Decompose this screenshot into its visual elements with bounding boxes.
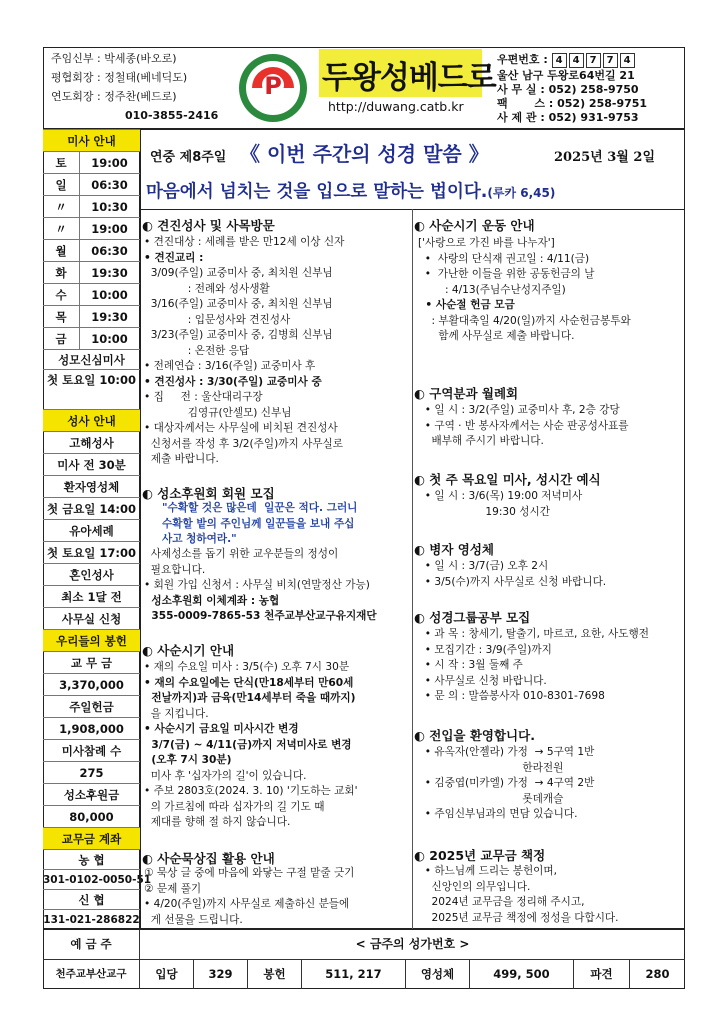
text-line: • 주임신부님과의 면담 있습니다. bbox=[418, 808, 578, 820]
mass-day: 〃 bbox=[43, 218, 80, 239]
verse-reference: (루카 6,45) bbox=[487, 186, 556, 200]
text-line: • 사무실로 신청 바랍니다. bbox=[418, 674, 547, 687]
vocation-donation-amount: 80,000 bbox=[43, 805, 140, 827]
text-line: • 김중엽(미카엘) 가정 → 4구역 2반 bbox=[418, 777, 595, 789]
text-line: • 과 목 : 창세기, 탈출기, 마르코, 요한, 사도행전 bbox=[418, 628, 649, 640]
communion-hymn-label: 영성체 bbox=[406, 959, 470, 989]
account-number: 301-0102-0050-51 bbox=[43, 869, 140, 889]
vocation-quote bbox=[162, 501, 357, 548]
mass-time-row bbox=[43, 151, 140, 173]
council-chair-info: 평협회장 : 정철태(베네딕도) bbox=[51, 71, 188, 84]
first-thursday-section bbox=[418, 489, 582, 520]
contact-phone: 010-3855-2416 bbox=[125, 109, 219, 122]
text-line: • 모집기간 : 3/9(주일)까지 bbox=[418, 643, 552, 656]
parish-logo-icon bbox=[232, 50, 314, 126]
postal-digit: 4 bbox=[552, 53, 567, 68]
marian-mass-time: 첫 토요일 10:00 bbox=[43, 369, 140, 389]
mass-day: 금 bbox=[43, 328, 80, 349]
scripture-banner: 《 이번 주간의 성경 말씀 》 bbox=[240, 142, 489, 166]
mass-day: 화 bbox=[43, 262, 80, 283]
text-line: 전날까지)과 금육(만14세부터 죽을 때까지) bbox=[144, 692, 356, 704]
vocation-section bbox=[144, 547, 377, 625]
mass-time: 06:30 bbox=[91, 178, 128, 192]
mass-time-row bbox=[43, 195, 140, 217]
meditation-section bbox=[144, 866, 354, 928]
text-line: • 사랑의 단식재 권고일 : 4/11(금) bbox=[418, 252, 590, 265]
text-line: : 전례와 성사생활 bbox=[144, 282, 270, 295]
text-line: 3/23(주일) 교중미사 중, 김병희 신부님 bbox=[144, 329, 333, 341]
bulletin-date: 2025년 3월 2일 bbox=[554, 150, 655, 165]
text-line: • 가난한 이들을 위한 공동헌금의 날 bbox=[418, 268, 595, 280]
postal-digit: 4 bbox=[620, 53, 635, 68]
text-line: 미사 후 '십자가의 길'이 있습니다. bbox=[144, 769, 307, 782]
section-title: ◐ 사순시기 안내 bbox=[142, 643, 235, 658]
text-line: • 사순시기 금요일 미사시간 변경 bbox=[144, 723, 299, 735]
text-line: • 재의 수요일 미사 : 3/5(수) 오후 7시 30분 bbox=[144, 661, 350, 673]
svg-text:P: P bbox=[264, 72, 282, 100]
postal-digit: 7 bbox=[603, 53, 618, 68]
mass-time: 06:30 bbox=[91, 244, 128, 258]
text-line: 배부해 주시기 바랍니다. bbox=[418, 435, 544, 447]
mass-time-row bbox=[43, 305, 140, 327]
elder-info: 연도회장 : 정주찬(베드로) bbox=[51, 90, 177, 103]
text-line: 수확할 밭의 주인님께 일꾼들을 보내 주십 bbox=[162, 517, 355, 530]
section-title: ◐ 구역분과 월례회 bbox=[414, 386, 519, 401]
text-line: • 전례연습 : 3/16(주일) 교중미사 후 bbox=[144, 360, 316, 372]
rectory-phone: 사 제 관 : 052) 931-9753 bbox=[497, 111, 639, 124]
mass-time-row bbox=[43, 327, 140, 349]
mass-day: 일 bbox=[43, 174, 80, 195]
postal-label: 우편번호 : bbox=[497, 53, 548, 66]
text-line: 한라전원 bbox=[418, 761, 564, 774]
account-heading: 교무금 계좌 bbox=[43, 827, 140, 849]
dues-section bbox=[418, 864, 619, 926]
marriage-apply: 사무실 신청 bbox=[43, 607, 140, 629]
text-line: 제대를 향해 절 하지 않습니다. bbox=[144, 816, 291, 828]
section-title: ◐ 성소후원회 회원 모집 bbox=[142, 486, 275, 501]
offertory-hymn-number: 511, 217 bbox=[302, 959, 406, 989]
text-line: 롯데캐슬 bbox=[418, 792, 564, 805]
bank-name: 신 협 bbox=[43, 889, 140, 909]
section-title: ◐ 전입을 환영합니다. bbox=[414, 728, 535, 743]
section-title: ◐ 사순시기 운동 안내 bbox=[414, 218, 535, 233]
sunday-offering-amount: 1,908,000 bbox=[43, 717, 140, 739]
text-line: • 견진교리 : bbox=[144, 251, 204, 264]
text-line: 2024년 교무금을 정리해 주시고, bbox=[418, 896, 585, 908]
text-line: • 회원 가입 신청서 : 사무실 비치(연말정산 가능) bbox=[144, 579, 370, 591]
mass-time: 10:30 bbox=[91, 200, 128, 214]
text-line: 355-0009-7865-53 천주교부산교구유지재단 bbox=[144, 610, 377, 622]
office-phone: 사 무 실 : 052) 258-9750 bbox=[497, 83, 639, 96]
mass-day: 수 bbox=[43, 284, 80, 305]
text-line: • 4/20(주일)까지 사무실로 제출하신 분들에 bbox=[144, 898, 350, 910]
lent-section bbox=[144, 660, 358, 831]
text-line: ① 묵상 글 중에 마음에 와닿는 구절 맡줄 긋기 bbox=[144, 867, 355, 879]
text-line: 김영규(안셀모) 신부님 bbox=[144, 406, 292, 419]
text-line: 3/7(금) ~ 4/11(금)까지 저녁미사로 변경 bbox=[144, 738, 352, 751]
mass-time-row bbox=[43, 283, 140, 305]
column-divider bbox=[412, 209, 413, 929]
mass-time: 10:00 bbox=[91, 332, 128, 346]
obligatory-amount: 3,370,000 bbox=[43, 673, 140, 695]
communion-hymn-number: 499, 500 bbox=[470, 959, 574, 989]
mass-time: 19:30 bbox=[91, 310, 128, 324]
section-title: ◐ 첫 주 목요일 미사, 성시간 예식 bbox=[414, 472, 601, 487]
sick-communion-label: 환자영성체 bbox=[43, 475, 140, 497]
section-title: ◐ 사순묵상집 활용 안내 bbox=[142, 851, 275, 866]
bible-study-section bbox=[418, 627, 649, 705]
entrance-hymn-number: 329 bbox=[194, 959, 248, 989]
text-line: : 4/13(주님수난성지주일) bbox=[418, 283, 566, 296]
depositor-name: 천주교부산교구 bbox=[43, 959, 140, 989]
text-line: • 주보 2803호(2024. 3. 10) '기도하는 교회' bbox=[144, 785, 358, 797]
section-title: ◐ 성경그룹공부 모집 bbox=[414, 610, 531, 625]
confession-time: 미사 전 30분 bbox=[43, 453, 140, 475]
sick-communion-time: 첫 금요일 14:00 bbox=[43, 497, 140, 519]
mass-schedule-heading: 미사 안내 bbox=[43, 129, 140, 151]
welcome-section bbox=[418, 745, 594, 823]
offering-heading: 우리들의 봉헌 bbox=[43, 629, 140, 651]
text-line: 성소후원회 이체계좌 : 농협 bbox=[144, 594, 280, 607]
text-line: • 문 의 : 말씀봉사자 010-8301-7698 bbox=[418, 690, 605, 702]
infant-baptism-label: 유아세례 bbox=[43, 519, 140, 541]
confession-label: 고해성사 bbox=[43, 431, 140, 453]
text-line: • 집 전 : 울산대리구장 bbox=[144, 391, 263, 403]
text-line: • 견진대상 : 세례를 받은 만12세 이상 신자 bbox=[144, 236, 345, 248]
marriage-notice: 최소 1달 전 bbox=[43, 585, 140, 607]
text-line: 사제성소를 돕기 위한 교우분들의 정성이 bbox=[144, 548, 339, 560]
text-line: 2025년 교무금 책정에 정성을 다합시다. bbox=[418, 911, 619, 924]
text-line: ② 문제 풀기 bbox=[144, 882, 202, 895]
text-line: • 일 시 : 3/2(주일) 교중미사 후, 2층 강당 bbox=[418, 404, 620, 416]
verse-text: 마음에서 넘치는 것을 입으로 말하는 법이다. bbox=[146, 182, 488, 202]
section-title: ◐ 2025년 교무금 책정 bbox=[414, 848, 546, 863]
account-number: 131-021-286822 bbox=[43, 909, 140, 929]
text-line: "수확할 것은 많은데 일꾼은 적다. 그러니 bbox=[162, 502, 358, 514]
fax-number: 팩 스 : 052) 258-9751 bbox=[497, 97, 648, 110]
text-line: 신청서를 작성 후 3/2(주일)까지 사무실로 bbox=[144, 437, 344, 450]
sacrament-heading: 성사 안내 bbox=[43, 409, 140, 431]
mass-time: 19:00 bbox=[91, 222, 128, 236]
text-line: 게 선물을 드립니다. bbox=[144, 913, 243, 926]
mass-time: 19:00 bbox=[91, 156, 128, 170]
address: 울산 남구 두왕로64번길 21 bbox=[497, 69, 635, 82]
text-line: 을 지킵니다. bbox=[144, 707, 209, 720]
text-line: : 입문성사와 견진성사 bbox=[144, 313, 291, 326]
text-line: • 구역 · 반 봉사자께서는 사순 판공성사표를 bbox=[418, 419, 629, 432]
section-title: ◐ 병자 영성체 bbox=[414, 542, 494, 557]
text-line: 3/09(주일) 교중미사 중, 최치원 신부님 bbox=[144, 267, 333, 279]
text-line: • 대상자께서는 사무실에 비치된 견진성사 bbox=[144, 422, 338, 434]
infant-baptism-time: 첫 토요일 17:00 bbox=[43, 541, 140, 563]
mass-time-row bbox=[43, 239, 140, 261]
parish-url[interactable]: http://duwang.catb.kr bbox=[328, 99, 464, 114]
offertory-hymn-label: 봉헌 bbox=[248, 959, 302, 989]
text-line: ['사랑으로 가진 바를 나누자'] bbox=[418, 237, 555, 249]
mass-time-row bbox=[43, 261, 140, 283]
attendance-count: 275 bbox=[43, 761, 140, 783]
text-line: • 견진성사 : 3/30(주일) 교중미사 중 bbox=[144, 375, 322, 388]
scripture-verse bbox=[146, 178, 555, 203]
postal-digit: 7 bbox=[586, 53, 601, 68]
hymn-heading: < 금주의 성가번호 > bbox=[355, 937, 470, 951]
mass-time: 19:30 bbox=[91, 266, 128, 280]
section-title: ◐ 견진성사 및 사목방문 bbox=[142, 218, 275, 233]
vocation-donation-label: 성소후원금 bbox=[43, 783, 140, 805]
recessional-hymn-number: 280 bbox=[645, 967, 670, 981]
text-line: 제출 바랍니다. bbox=[144, 453, 219, 465]
text-line: (오후 7시 30분) bbox=[144, 754, 232, 766]
text-line: 함께 사무실로 제출 바랍니다. bbox=[418, 330, 575, 342]
text-line: : 온전한 응답 bbox=[144, 344, 250, 357]
attendance-label: 미사참례 수 bbox=[43, 739, 140, 761]
text-line: 의 가르침에 따라 십자가의 길 기도 때 bbox=[144, 800, 325, 813]
text-line: 3/16(주일) 교중미사 중, 최치원 신부님 bbox=[144, 298, 333, 310]
pastor-info: 주임신부 : 박세종(바오로) bbox=[51, 52, 177, 65]
text-line: 사고 청하여라." bbox=[162, 533, 237, 545]
mass-day: 〃 bbox=[43, 196, 80, 217]
marriage-label: 혼인성사 bbox=[43, 563, 140, 585]
mass-time-row bbox=[43, 173, 140, 195]
sunday-offering-label: 주일헌금 bbox=[43, 695, 140, 717]
text-line: • 유옥자(안젤라) 가정 → 5구역 1반 bbox=[418, 746, 595, 758]
text-line: • 하느님께 드리는 봉헌이며, bbox=[418, 865, 558, 877]
liturgical-week: 연중 제8주일 bbox=[150, 150, 227, 165]
bank-name: 농 협 bbox=[43, 849, 140, 869]
text-line: • 사순절 헌금 모금 bbox=[418, 299, 515, 311]
text-line: • 시 작 : 3월 둘째 주 bbox=[418, 659, 523, 671]
entrance-hymn-label: 입당 bbox=[140, 959, 194, 989]
text-line: 신앙인의 의무입니다. bbox=[418, 880, 531, 893]
marian-mass-label: 성모신심미사 bbox=[43, 349, 140, 369]
sick-communion-section bbox=[418, 559, 606, 590]
depositor-label: 예 금 주 bbox=[43, 929, 140, 959]
recessional-hymn-label: 파견 bbox=[574, 959, 630, 989]
mass-day: 토 bbox=[43, 152, 80, 173]
text-line: 필요합니다. bbox=[144, 563, 206, 576]
parish-name: 두왕성베드로 bbox=[322, 60, 496, 96]
confirmation-section bbox=[144, 235, 344, 468]
postal-digit: 4 bbox=[569, 53, 584, 68]
mass-day: 목 bbox=[43, 306, 80, 327]
lent-movement-section bbox=[418, 236, 631, 345]
postal-code bbox=[497, 53, 637, 68]
obligatory-label: 교 무 금 bbox=[43, 651, 140, 673]
text-line: • 일 시 : 3/6(목) 19:00 저녁미사 bbox=[418, 490, 583, 502]
text-line: : 부활대축일 4/20(일)까지 사순헌금봉투와 bbox=[418, 314, 631, 327]
mass-time: 10:00 bbox=[91, 288, 128, 302]
mass-day: 월 bbox=[43, 240, 80, 261]
text-line: • 3/5(수)까지 사무실로 신청 바랍니다. bbox=[418, 575, 607, 588]
text-line: • 일 시 : 3/7(금) 오후 2시 bbox=[418, 560, 549, 572]
text-line: 19:30 성시간 bbox=[418, 505, 550, 518]
text-line: • 재의 수요일에는 단식(만18세부터 만60세 bbox=[144, 676, 354, 689]
district-meeting-section bbox=[418, 403, 629, 450]
mass-time-row bbox=[43, 217, 140, 239]
